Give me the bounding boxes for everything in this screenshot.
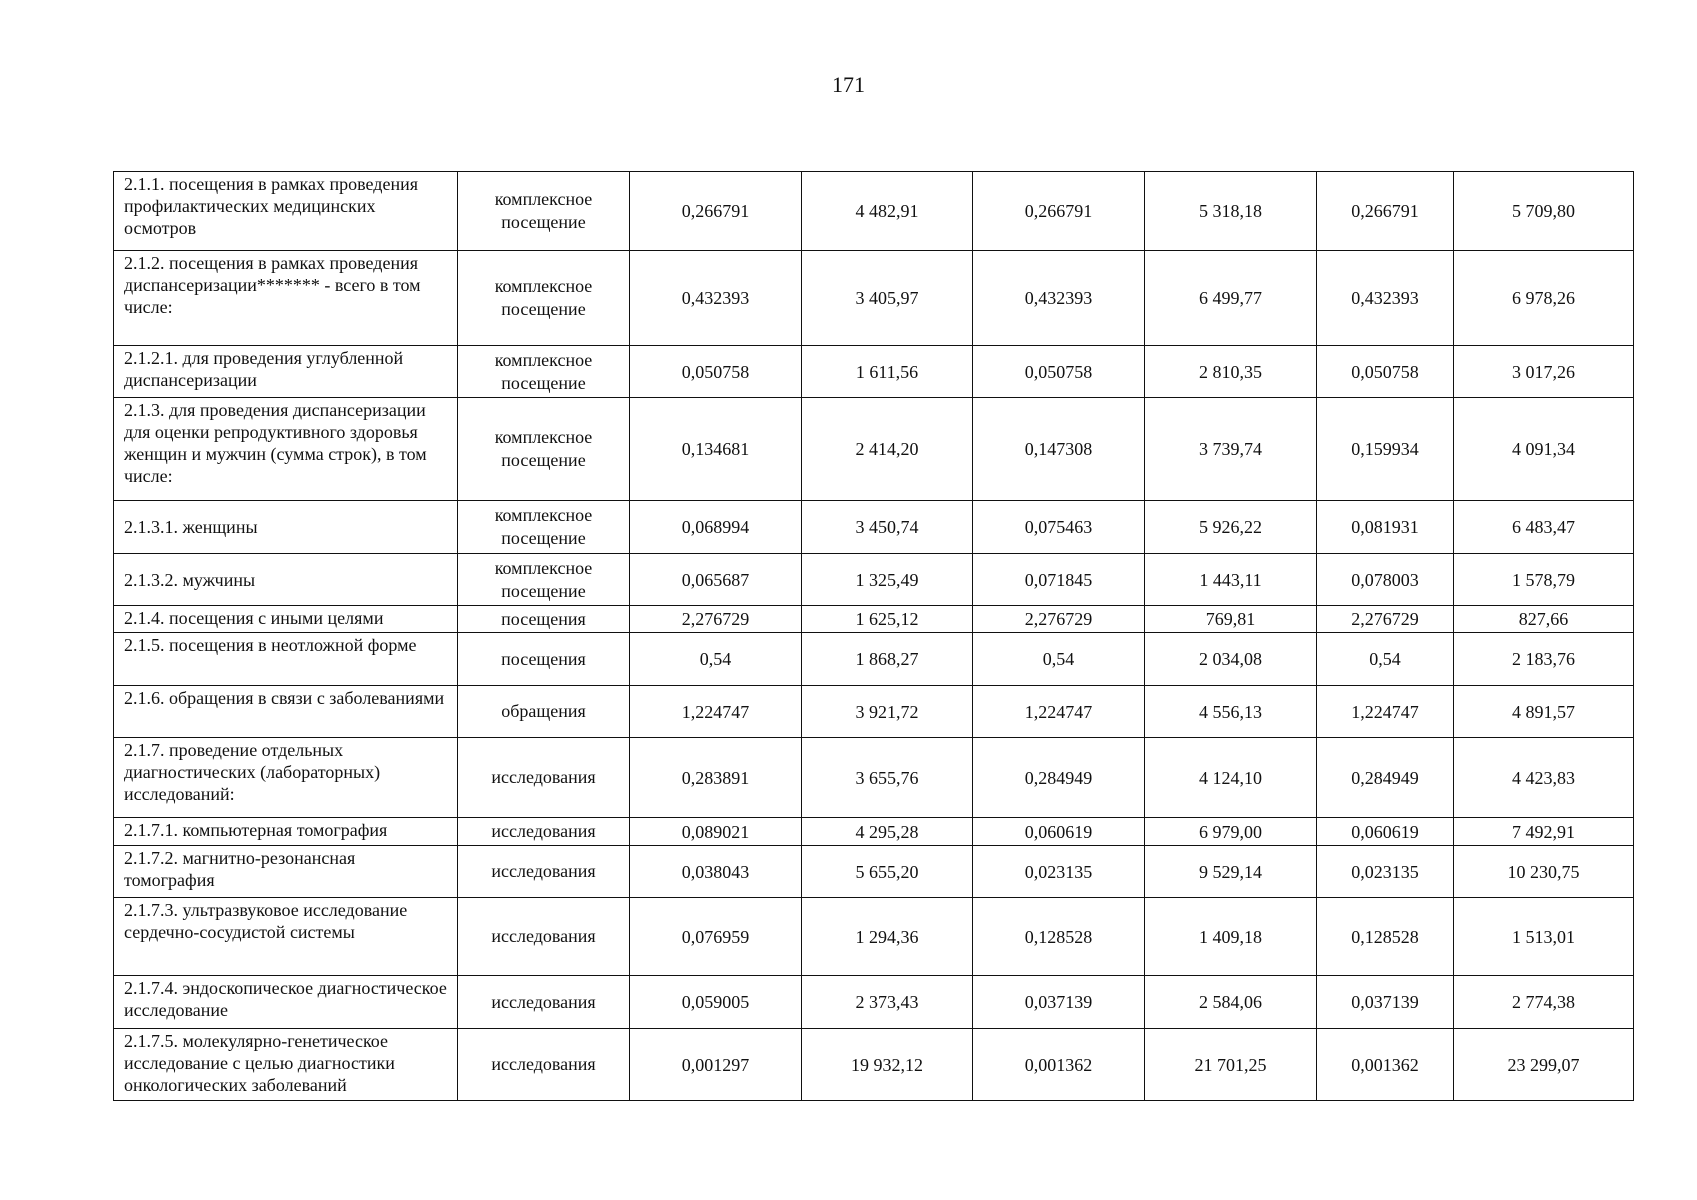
row-name-cell: 2.1.7.2. магнитно-резонансная томография	[114, 846, 458, 898]
cost-value-cell: 4 124,10	[1145, 738, 1317, 818]
norm-value-cell: 0,078003	[1317, 554, 1454, 606]
norm-value-cell: 2,276729	[973, 606, 1145, 633]
cost-value-cell: 5 318,18	[1145, 172, 1317, 251]
cost-value-cell: 2 183,76	[1454, 633, 1634, 686]
norm-value-cell: 0,037139	[973, 976, 1145, 1029]
cost-value-cell: 3 017,26	[1454, 346, 1634, 398]
row-unit-cell: комплексное посещение	[458, 346, 630, 398]
table-row	[114, 172, 1634, 251]
norm-value-cell: 0,076959	[630, 898, 802, 976]
cost-value-cell: 2 810,35	[1145, 346, 1317, 398]
table-row	[114, 398, 1634, 501]
cost-value-cell: 4 556,13	[1145, 686, 1317, 738]
cost-value-cell: 10 230,75	[1454, 846, 1634, 898]
norm-value-cell: 0,001362	[973, 1029, 1145, 1101]
cost-value-cell: 1 294,36	[802, 898, 973, 976]
row-unit-cell: посещения	[458, 606, 630, 633]
cost-value-cell: 1 578,79	[1454, 554, 1634, 606]
row-unit-cell: комплексное посещение	[458, 501, 630, 554]
row-name-cell: 2.1.3.2. мужчины	[114, 554, 458, 606]
norm-value-cell: 0,065687	[630, 554, 802, 606]
norm-value-cell: 0,038043	[630, 846, 802, 898]
norm-value-cell: 0,54	[973, 633, 1145, 686]
cost-value-cell: 21 701,25	[1145, 1029, 1317, 1101]
cost-value-cell: 3 405,97	[802, 251, 973, 346]
cost-value-cell: 4 891,57	[1454, 686, 1634, 738]
table-row	[114, 251, 1634, 346]
norm-value-cell: 0,060619	[1317, 818, 1454, 846]
cost-value-cell: 5 926,22	[1145, 501, 1317, 554]
norm-value-cell: 0,266791	[630, 172, 802, 251]
norm-value-cell: 0,023135	[973, 846, 1145, 898]
norm-value-cell: 0,023135	[1317, 846, 1454, 898]
row-name-cell: 2.1.7.3. ультразвуковое исследование сердечно-сосудистой системы	[114, 898, 458, 976]
cost-value-cell: 6 978,26	[1454, 251, 1634, 346]
cost-value-cell: 3 921,72	[802, 686, 973, 738]
row-name-cell: 2.1.6. обращения в связи с заболеваниями	[114, 686, 458, 738]
table-row	[114, 633, 1634, 686]
row-unit-cell: исследования	[458, 738, 630, 818]
row-unit-cell: исследования	[458, 1029, 630, 1101]
table-row	[114, 898, 1634, 976]
norm-value-cell: 0,050758	[973, 346, 1145, 398]
cost-value-cell: 6 499,77	[1145, 251, 1317, 346]
cost-value-cell: 9 529,14	[1145, 846, 1317, 898]
table-row	[114, 501, 1634, 554]
cost-value-cell: 769,81	[1145, 606, 1317, 633]
norm-value-cell: 0,050758	[1317, 346, 1454, 398]
row-name-cell: 2.1.3. для проведения диспансеризации для оценки репродуктивного здоровья женщин и мужчин (сумма строк), в том числе:	[114, 398, 458, 501]
cost-value-cell: 1 513,01	[1454, 898, 1634, 976]
norm-value-cell: 0,075463	[973, 501, 1145, 554]
norm-value-cell: 1,224747	[1317, 686, 1454, 738]
table-row	[114, 554, 1634, 606]
norm-value-cell: 0,060619	[973, 818, 1145, 846]
row-unit-cell: посещения	[458, 633, 630, 686]
cost-value-cell: 827,66	[1454, 606, 1634, 633]
cost-value-cell: 6 979,00	[1145, 818, 1317, 846]
table-row	[114, 686, 1634, 738]
norm-value-cell: 0,081931	[1317, 501, 1454, 554]
norm-value-cell: 0,001362	[1317, 1029, 1454, 1101]
row-unit-cell: исследования	[458, 898, 630, 976]
cost-value-cell: 1 409,18	[1145, 898, 1317, 976]
cost-value-cell: 2 584,06	[1145, 976, 1317, 1029]
table-row	[114, 738, 1634, 818]
cost-value-cell: 2 034,08	[1145, 633, 1317, 686]
row-name-cell: 2.1.1. посещения в рамках проведения профилактических медицинских осмотров	[114, 172, 458, 251]
row-name-cell: 2.1.7.5. молекулярно-генетическое исследование с целью диагностики онкологических заболеваний	[114, 1029, 458, 1101]
norm-value-cell: 0,128528	[1317, 898, 1454, 976]
row-name-cell: 2.1.5. посещения в неотложной форме	[114, 633, 458, 686]
norm-value-cell: 0,050758	[630, 346, 802, 398]
norm-value-cell: 0,283891	[630, 738, 802, 818]
row-unit-cell: комплексное посещение	[458, 172, 630, 251]
norm-value-cell: 0,159934	[1317, 398, 1454, 501]
cost-value-cell: 6 483,47	[1454, 501, 1634, 554]
row-name-cell: 2.1.2.1. для проведения углубленной диспансеризации	[114, 346, 458, 398]
data-table	[113, 171, 1634, 1101]
norm-value-cell: 1,224747	[630, 686, 802, 738]
row-name-cell: 2.1.3.1. женщины	[114, 501, 458, 554]
norm-value-cell: 0,284949	[1317, 738, 1454, 818]
norm-value-cell: 0,068994	[630, 501, 802, 554]
row-name-cell: 2.1.4. посещения с иными целями	[114, 606, 458, 633]
norm-value-cell: 2,276729	[1317, 606, 1454, 633]
table-row	[114, 1029, 1634, 1101]
cost-value-cell: 1 611,56	[802, 346, 973, 398]
cost-value-cell: 1 625,12	[802, 606, 973, 633]
cost-value-cell: 2 373,43	[802, 976, 973, 1029]
row-unit-cell: исследования	[458, 818, 630, 846]
table-body	[114, 172, 1634, 1101]
page-number: 171	[832, 72, 865, 97]
row-name-cell: 2.1.7.1. компьютерная томография	[114, 818, 458, 846]
cost-value-cell: 7 492,91	[1454, 818, 1634, 846]
norm-value-cell: 0,432393	[973, 251, 1145, 346]
cost-value-cell: 1 325,49	[802, 554, 973, 606]
norm-value-cell: 0,089021	[630, 818, 802, 846]
row-name-cell: 2.1.2. посещения в рамках проведения диспансеризации******* - всего в том числе:	[114, 251, 458, 346]
table-row	[114, 346, 1634, 398]
cost-value-cell: 4 423,83	[1454, 738, 1634, 818]
cost-value-cell: 4 295,28	[802, 818, 973, 846]
norm-value-cell: 0,266791	[973, 172, 1145, 251]
cost-value-cell: 5 709,80	[1454, 172, 1634, 251]
table-row	[114, 976, 1634, 1029]
norm-value-cell: 0,071845	[973, 554, 1145, 606]
norm-value-cell: 0,54	[1317, 633, 1454, 686]
cost-value-cell: 23 299,07	[1454, 1029, 1634, 1101]
table-row	[114, 846, 1634, 898]
cost-value-cell: 4 091,34	[1454, 398, 1634, 501]
row-name-cell: 2.1.7. проведение отдельных диагностических (лабораторных) исследований:	[114, 738, 458, 818]
cost-value-cell: 2 774,38	[1454, 976, 1634, 1029]
norm-value-cell: 0,432393	[1317, 251, 1454, 346]
row-unit-cell: комплексное посещение	[458, 554, 630, 606]
norm-value-cell: 0,134681	[630, 398, 802, 501]
table-row	[114, 606, 1634, 633]
cost-value-cell: 19 932,12	[802, 1029, 973, 1101]
cost-value-cell: 4 482,91	[802, 172, 973, 251]
row-name-cell: 2.1.7.4. эндоскопическое диагностическое исследование	[114, 976, 458, 1029]
norm-value-cell: 0,037139	[1317, 976, 1454, 1029]
cost-value-cell: 1 443,11	[1145, 554, 1317, 606]
norm-value-cell: 0,432393	[630, 251, 802, 346]
cost-value-cell: 2 414,20	[802, 398, 973, 501]
norm-value-cell: 0,284949	[973, 738, 1145, 818]
cost-value-cell: 5 655,20	[802, 846, 973, 898]
norm-value-cell: 0,54	[630, 633, 802, 686]
norm-value-cell: 0,147308	[973, 398, 1145, 501]
row-unit-cell: обращения	[458, 686, 630, 738]
table-row	[114, 818, 1634, 846]
row-unit-cell: комплексное посещение	[458, 398, 630, 501]
cost-value-cell: 3 655,76	[802, 738, 973, 818]
cost-value-cell: 3 739,74	[1145, 398, 1317, 501]
row-unit-cell: исследования	[458, 846, 630, 898]
cost-value-cell: 1 868,27	[802, 633, 973, 686]
norm-value-cell: 2,276729	[630, 606, 802, 633]
norm-value-cell: 0,059005	[630, 976, 802, 1029]
norm-value-cell: 0,266791	[1317, 172, 1454, 251]
cost-value-cell: 3 450,74	[802, 501, 973, 554]
norm-value-cell: 0,128528	[973, 898, 1145, 976]
row-unit-cell: комплексное посещение	[458, 251, 630, 346]
norm-value-cell: 0,001297	[630, 1029, 802, 1101]
norm-value-cell: 1,224747	[973, 686, 1145, 738]
row-unit-cell: исследования	[458, 976, 630, 1029]
